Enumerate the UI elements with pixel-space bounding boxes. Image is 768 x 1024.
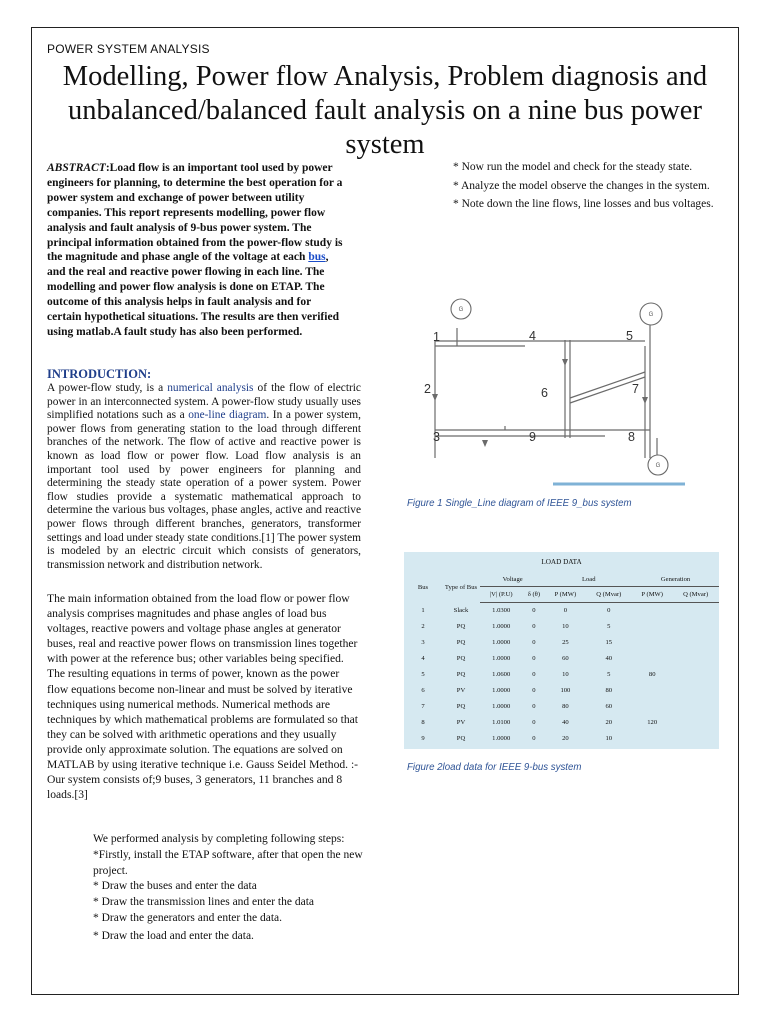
table-cell <box>672 667 719 683</box>
table-cell: 0 <box>532 686 536 694</box>
table-cell: 6 <box>421 686 425 694</box>
table-cell: PQ <box>456 734 466 742</box>
load-data-table <box>404 552 719 746</box>
table-cell: 8 <box>421 718 425 726</box>
table-cell: 0 <box>532 718 536 726</box>
bus-label-1: 1 <box>433 330 440 344</box>
table-cell <box>632 635 672 651</box>
table-row <box>404 635 719 651</box>
table-cell: 80 <box>648 671 656 678</box>
bus-label-3: 3 <box>433 430 440 444</box>
generator-label: G <box>648 312 654 318</box>
load-data-table-panel <box>404 552 719 749</box>
intro-text-a: A power-flow study, is a <box>47 382 168 394</box>
one-line-diagram-link[interactable]: one-line diagram <box>188 409 267 422</box>
table-cell: 20 <box>605 718 613 726</box>
table-cell: 80 <box>605 686 613 694</box>
table-cell: 0 <box>607 607 611 615</box>
running-header: POWER SYSTEM ANALYSIS <box>47 42 210 56</box>
bus-label-2: 2 <box>424 382 431 396</box>
table-cell: PQ <box>456 623 466 631</box>
table-cell: 0 <box>532 655 536 663</box>
table-cell: 120 <box>647 718 658 726</box>
load-arrow-icon <box>482 440 488 447</box>
step-item: * Draw the buses and enter the data <box>93 880 257 893</box>
table-cell: 40 <box>562 718 569 726</box>
table-cell: PQ <box>456 639 466 647</box>
bus-label-8: 8 <box>628 430 635 444</box>
table-cell: 1.0000 <box>492 686 511 694</box>
table-cell <box>672 619 719 635</box>
table-cell <box>632 603 672 619</box>
table-cell: 100 <box>560 686 571 694</box>
abstract-text-1: :Load flow is an important tool used by power engineers for planning, to determine the best operation for a power system and exchange of power between utility companies. This report represents modelling, power flow analysis and fault analysis of 9-bus power system. The principal information obtained from the power-flow study is the magnitude and phase angle of the voltage at each <box>47 162 343 264</box>
abstract <box>47 161 347 340</box>
table-cell: 1.0000 <box>492 702 511 710</box>
table-cell: PQ <box>456 702 466 710</box>
table-cell: PV <box>456 718 466 726</box>
load-arrow-icon <box>562 359 568 366</box>
col-header-type: Type of Bus <box>444 583 478 591</box>
table-cell: 10 <box>562 623 569 631</box>
table-cell <box>632 651 672 667</box>
table-cell <box>632 698 672 714</box>
table-cell: 7 <box>421 702 425 710</box>
table-cell: 0 <box>532 702 536 710</box>
col-header-vmag: |V| (P.U) <box>480 587 522 603</box>
col-header-q-gen: Q (Mvar) <box>672 587 719 603</box>
figure-1-caption: Figure 1 Single_Line diagram of IEEE 9_bus system <box>407 498 632 509</box>
col-header-p-gen: P (MW) <box>632 587 672 603</box>
table-cell: 60 <box>605 702 613 710</box>
col-header-generation: Generation <box>632 572 719 587</box>
col-header-delta: δ (θ) <box>522 587 545 603</box>
table-cell: 4 <box>421 655 425 663</box>
col-header-load: Load <box>545 572 632 587</box>
step-item: * Draw the load and enter the data. <box>93 929 254 942</box>
table-cell: 60 <box>562 655 569 663</box>
step-item: * Draw the generators and enter the data. <box>93 911 283 924</box>
table-cell: 0 <box>532 671 536 678</box>
table-cell: 1.0000 <box>492 655 511 663</box>
intro-text-b: of the flow of electric power in an interconnected system. A power-flow study usually uses simplified notations such as a <box>47 382 361 422</box>
step-item: * Draw the transmission lines and enter the data <box>93 896 314 909</box>
col-header-q-load: Q (Mvar) <box>585 587 632 603</box>
bus-label-7: 7 <box>632 382 639 396</box>
numerical-analysis-link[interactable]: numerical analysis <box>167 382 254 394</box>
table-cell <box>672 651 719 667</box>
table-cell: 1.0000 <box>492 734 511 742</box>
abstract-text-2: , and the real and reactive power flowing in each line. The modelling and power flow analysis is done on ETAP. The outcome of this analysis helps in fault analysis and for certain hypothetical situations. The results are then verified using matlab.A fault study has also been performed. <box>47 251 339 338</box>
table-row <box>404 714 719 730</box>
bus-link[interactable]: bus <box>308 251 326 264</box>
right-step-item: * Now run the model and check for the steady state. <box>453 161 693 173</box>
generator-label: G <box>655 463 661 469</box>
table-cell <box>672 730 719 746</box>
right-step-item: * Note down the line flows, line losses and bus voltages. <box>453 197 714 210</box>
paper-title: Modelling, Power flow Analysis, Problem diagnosis and unbalanced/balanced fault analysis on a nine bus power system <box>62 61 708 160</box>
table-row <box>404 667 719 683</box>
table-cell: 3 <box>421 639 425 647</box>
table-cell: PV <box>456 686 466 694</box>
table-row <box>404 730 719 746</box>
table-cell: 0 <box>532 623 536 631</box>
bus-label-5: 5 <box>626 329 633 343</box>
bus-label-4: 4 <box>529 329 536 343</box>
table-cell: 1.0000 <box>492 639 511 647</box>
intro-text-c: . In a power system, power flows from generating station to the load through different branches of the network. The flow of active and reactive power is known as load flow or power flow. Load flow analysis is an important tool used by power engineers for planning and determining the steady state operation of a power system. Power flow studies provide a systematic mathematical approach to determine the various bus voltages, phase angles, active and reactive power flows through different branches, generators, transformer settings and load under steady state conditions.[1] The power system is modeled by an electric circuit which consists of generators, transmission network and distribution network. <box>47 409 361 571</box>
table-cell: PQ <box>456 671 466 678</box>
col-header-bus: Bus <box>417 583 429 591</box>
figure-2-caption: Figure 2load data for IEEE 9-bus system <box>407 762 582 773</box>
table-cell: PQ <box>456 655 466 663</box>
table-row <box>404 619 719 635</box>
table-body <box>404 603 719 747</box>
table-cell: 25 <box>562 639 569 647</box>
table-cell <box>672 698 719 714</box>
table-cell: 5 <box>421 671 425 678</box>
table-cell <box>632 619 672 635</box>
right-step-item: * Analyze the model observe the changes in the system. <box>453 179 710 192</box>
table-cell: 1.0300 <box>492 607 511 615</box>
col-header-p-load: P (MW) <box>545 587 585 603</box>
bus-label-9: 9 <box>529 430 536 444</box>
table-cell: 20 <box>562 734 569 742</box>
table-cell <box>632 682 672 698</box>
table-cell <box>632 730 672 746</box>
introduction-heading: INTRODUCTION: <box>47 367 152 381</box>
table-cell: 2 <box>421 623 425 631</box>
table-title: LOAD DATA <box>541 558 582 566</box>
table-cell: 80 <box>562 702 569 710</box>
table-row <box>404 698 719 714</box>
table-row <box>404 682 719 698</box>
steps-intro: We performed analysis by completing following steps: <box>93 833 345 845</box>
table-cell: 1.0000 <box>492 623 511 631</box>
table-cell: 1.0600 <box>492 671 511 678</box>
bus-label-6: 6 <box>541 386 548 400</box>
table-cell <box>672 603 719 619</box>
table-cell: 1 <box>421 607 425 615</box>
abstract-label: ABSTRACT <box>47 162 106 174</box>
table-cell <box>672 682 719 698</box>
generator-label: G <box>458 307 464 313</box>
table-cell: 1.0100 <box>492 718 511 726</box>
analysis-steps <box>93 832 363 945</box>
step-item: *Firstly, install the ETAP software, after that open the new project. <box>93 848 363 877</box>
table-row <box>404 603 719 619</box>
table-cell: 40 <box>605 655 613 663</box>
table-cell <box>672 635 719 651</box>
introduction-paragraph-2: The main information obtained from the load flow or power flow analysis comprises magnitudes and phase angles of load bus voltages, reactive powers and voltage phase angles at generator buses, real and reactive power flows on transmission lines together with power at the reference bus; other variables being specified. The resulting equations in terms of power, known as the power flow equations become non-linear and must be solved by iterative techniques using numerical methods. Numerical methods are techniques by which mathematical problems are formulated so that they can be solved with arithmetic operations and they usually provide only approximate solution. The equations are solved on MATLAB by using iterative technique i.e. Gauss Seidel Method. :- Our system consists of;9 buses, 3 generators, 11 branches and 8 loads.[3] <box>47 592 359 802</box>
table-cell: 0 <box>532 734 536 742</box>
table-cell: 0 <box>532 607 536 615</box>
load-arrow-icon <box>432 394 438 401</box>
table-cell: 9 <box>421 734 425 742</box>
right-steps <box>453 160 723 212</box>
table-cell: 10 <box>605 734 613 742</box>
introduction-paragraph-1 <box>47 382 361 572</box>
table-cell: 0 <box>563 607 568 615</box>
table-cell: 10 <box>562 671 569 678</box>
load-arrow-icon <box>642 397 648 404</box>
table-cell: Slack <box>453 607 469 615</box>
table-cell: 5 <box>607 671 611 678</box>
table-cell <box>672 714 719 730</box>
table-cell: 15 <box>605 639 613 647</box>
nine-bus-diagram <box>405 298 721 488</box>
col-header-voltage: Voltage <box>480 572 545 587</box>
table-cell: 0 <box>532 639 536 647</box>
table-row <box>404 651 719 667</box>
table-cell: 5 <box>607 623 611 631</box>
